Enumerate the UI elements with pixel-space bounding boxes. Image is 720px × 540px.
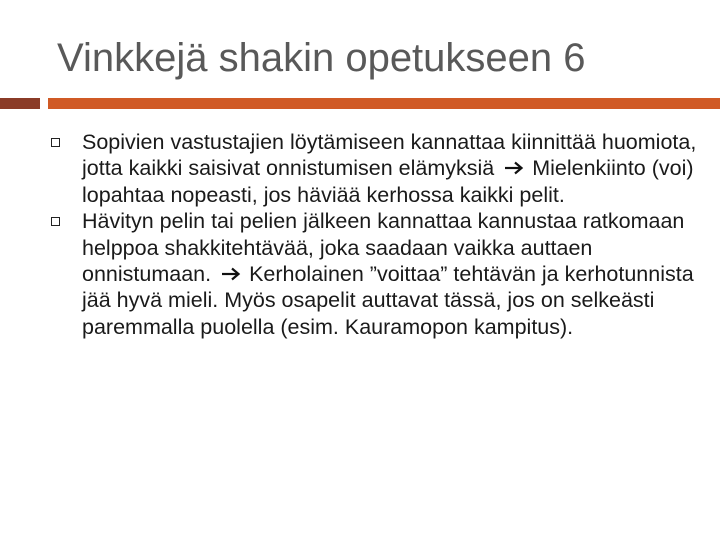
bullet-text: Sopivien vastustajien löytämiseen kannattaa kiinnittää huomiota, jotta kaikki saisivat onnistumisen elämyksiä [82,130,697,181]
square-bullet-icon [51,217,60,226]
slide-title: Vinkkejä shakin opetukseen 6 [57,36,586,80]
title-accent-bar [48,98,720,109]
right-arrow-icon [221,267,241,281]
bullet-text: Mielenkiinto (voi) lopahtaa nopeasti, jos häviää kerhossa kaikki pelit. [82,156,694,207]
bullet-item [48,129,698,208]
square-bullet-icon [51,138,60,147]
title-accent-bar-dark [0,98,40,109]
bullet-item [48,208,698,340]
bullet-text: Hävityn pelin tai pelien jälkeen kannattaa kannustaa ratkomaan helppoa shakkitehtävää, joka saadaan vaikka auttaen onnistumaan. [82,209,685,287]
bullet-text: Kerholainen ”voittaa” tehtävän ja kerhotunnista jää hyvä mieli. Myös osapelit auttavat tässä, jos on selkeästi paremmalla puolella (esim. Kauramopon kampitus). [82,262,694,339]
bullet-list [48,129,698,340]
right-arrow-icon [504,161,524,175]
